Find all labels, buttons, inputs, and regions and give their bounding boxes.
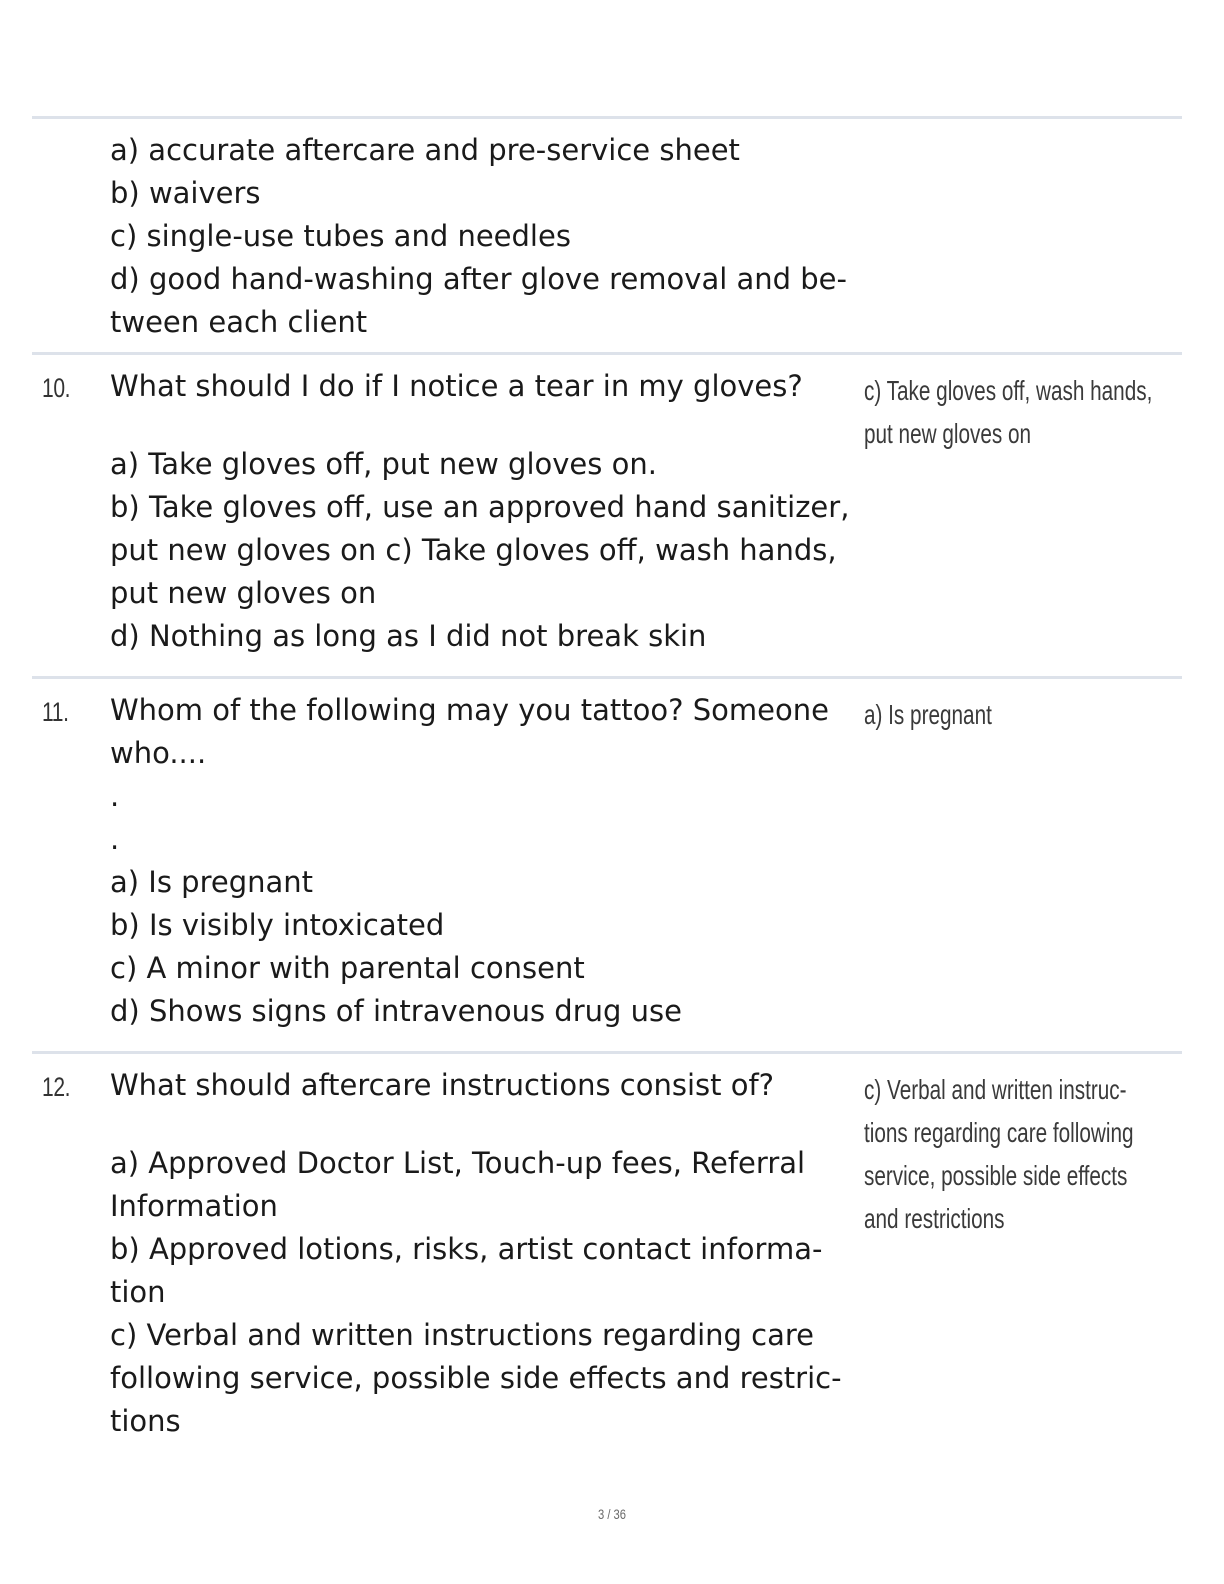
option-line: b) Is visibly intoxicated xyxy=(110,908,445,942)
question-text xyxy=(110,1064,860,1443)
answer-line: tions regarding care following xyxy=(864,1117,1134,1148)
answer-text xyxy=(864,369,1160,455)
option-line: following service, possible side effects and restric- xyxy=(110,1361,842,1395)
question-row xyxy=(32,1051,1182,1471)
option-line: b) Approved lotions, risks, artist contact informa- xyxy=(110,1232,823,1266)
option-line: tion xyxy=(110,1275,166,1309)
question-number: 10. xyxy=(42,373,71,403)
page-indicator: 3 / 36 xyxy=(597,1506,627,1522)
question-line: What should aftercare instructions consist of? xyxy=(110,1068,775,1102)
question-row xyxy=(32,116,1182,352)
question-number: 12. xyxy=(42,1072,71,1102)
option-line: put new gloves on xyxy=(110,576,377,610)
answer-line: a) Is pregnant xyxy=(864,699,992,730)
spacer xyxy=(110,408,860,443)
option-line: b) Take gloves off, use an approved hand sanitizer, xyxy=(110,490,850,524)
answer-line: c) Verbal and written instruc- xyxy=(864,1074,1127,1105)
question-text xyxy=(110,689,860,1033)
answer-line: c) Take gloves off, wash hands, xyxy=(864,375,1153,406)
spacer xyxy=(110,1107,860,1142)
option-line: c) single-use tubes and needles xyxy=(110,219,571,253)
answer-text xyxy=(864,693,1160,736)
answer-line: and restrictions xyxy=(864,1203,1005,1234)
question-line: Whom of the following may you tattoo? Someone xyxy=(110,693,829,727)
answer-line: service, possible side effects xyxy=(864,1160,1128,1191)
question-text xyxy=(110,365,860,658)
question-options xyxy=(110,129,860,344)
question-line: What should I do if I notice a tear in my gloves? xyxy=(110,369,803,403)
option-line: Information xyxy=(110,1189,278,1223)
option-line: a) Is pregnant xyxy=(110,865,314,899)
option-line: d) Nothing as long as I did not break skin xyxy=(110,619,707,653)
question-number: 11. xyxy=(42,697,69,727)
option-line: b) waivers xyxy=(110,176,261,210)
question-line: who.... xyxy=(110,736,207,770)
question-row xyxy=(32,352,1182,676)
question-line: . xyxy=(110,779,120,813)
question-line: . xyxy=(110,822,120,856)
answer-line: put new gloves on xyxy=(864,418,1032,449)
question-row xyxy=(32,676,1182,1051)
option-line: put new gloves on c) Take gloves off, wash hands, xyxy=(110,533,837,567)
question-table xyxy=(32,116,1182,1471)
option-line: tween each client xyxy=(110,305,368,339)
option-line: a) accurate aftercare and pre-service sheet xyxy=(110,133,740,167)
option-line: a) Approved Doctor List, Touch-up fees, Referral xyxy=(110,1146,806,1180)
option-line: c) Verbal and written instructions regarding care xyxy=(110,1318,815,1352)
option-line: d) Shows signs of intravenous drug use xyxy=(110,994,682,1028)
answer-text xyxy=(864,1068,1160,1240)
option-line: a) Take gloves off, put new gloves on. xyxy=(110,447,657,481)
option-line: c) A minor with parental consent xyxy=(110,951,585,985)
option-line: d) good hand-washing after glove removal and be- xyxy=(110,262,847,296)
option-line: tions xyxy=(110,1404,181,1438)
